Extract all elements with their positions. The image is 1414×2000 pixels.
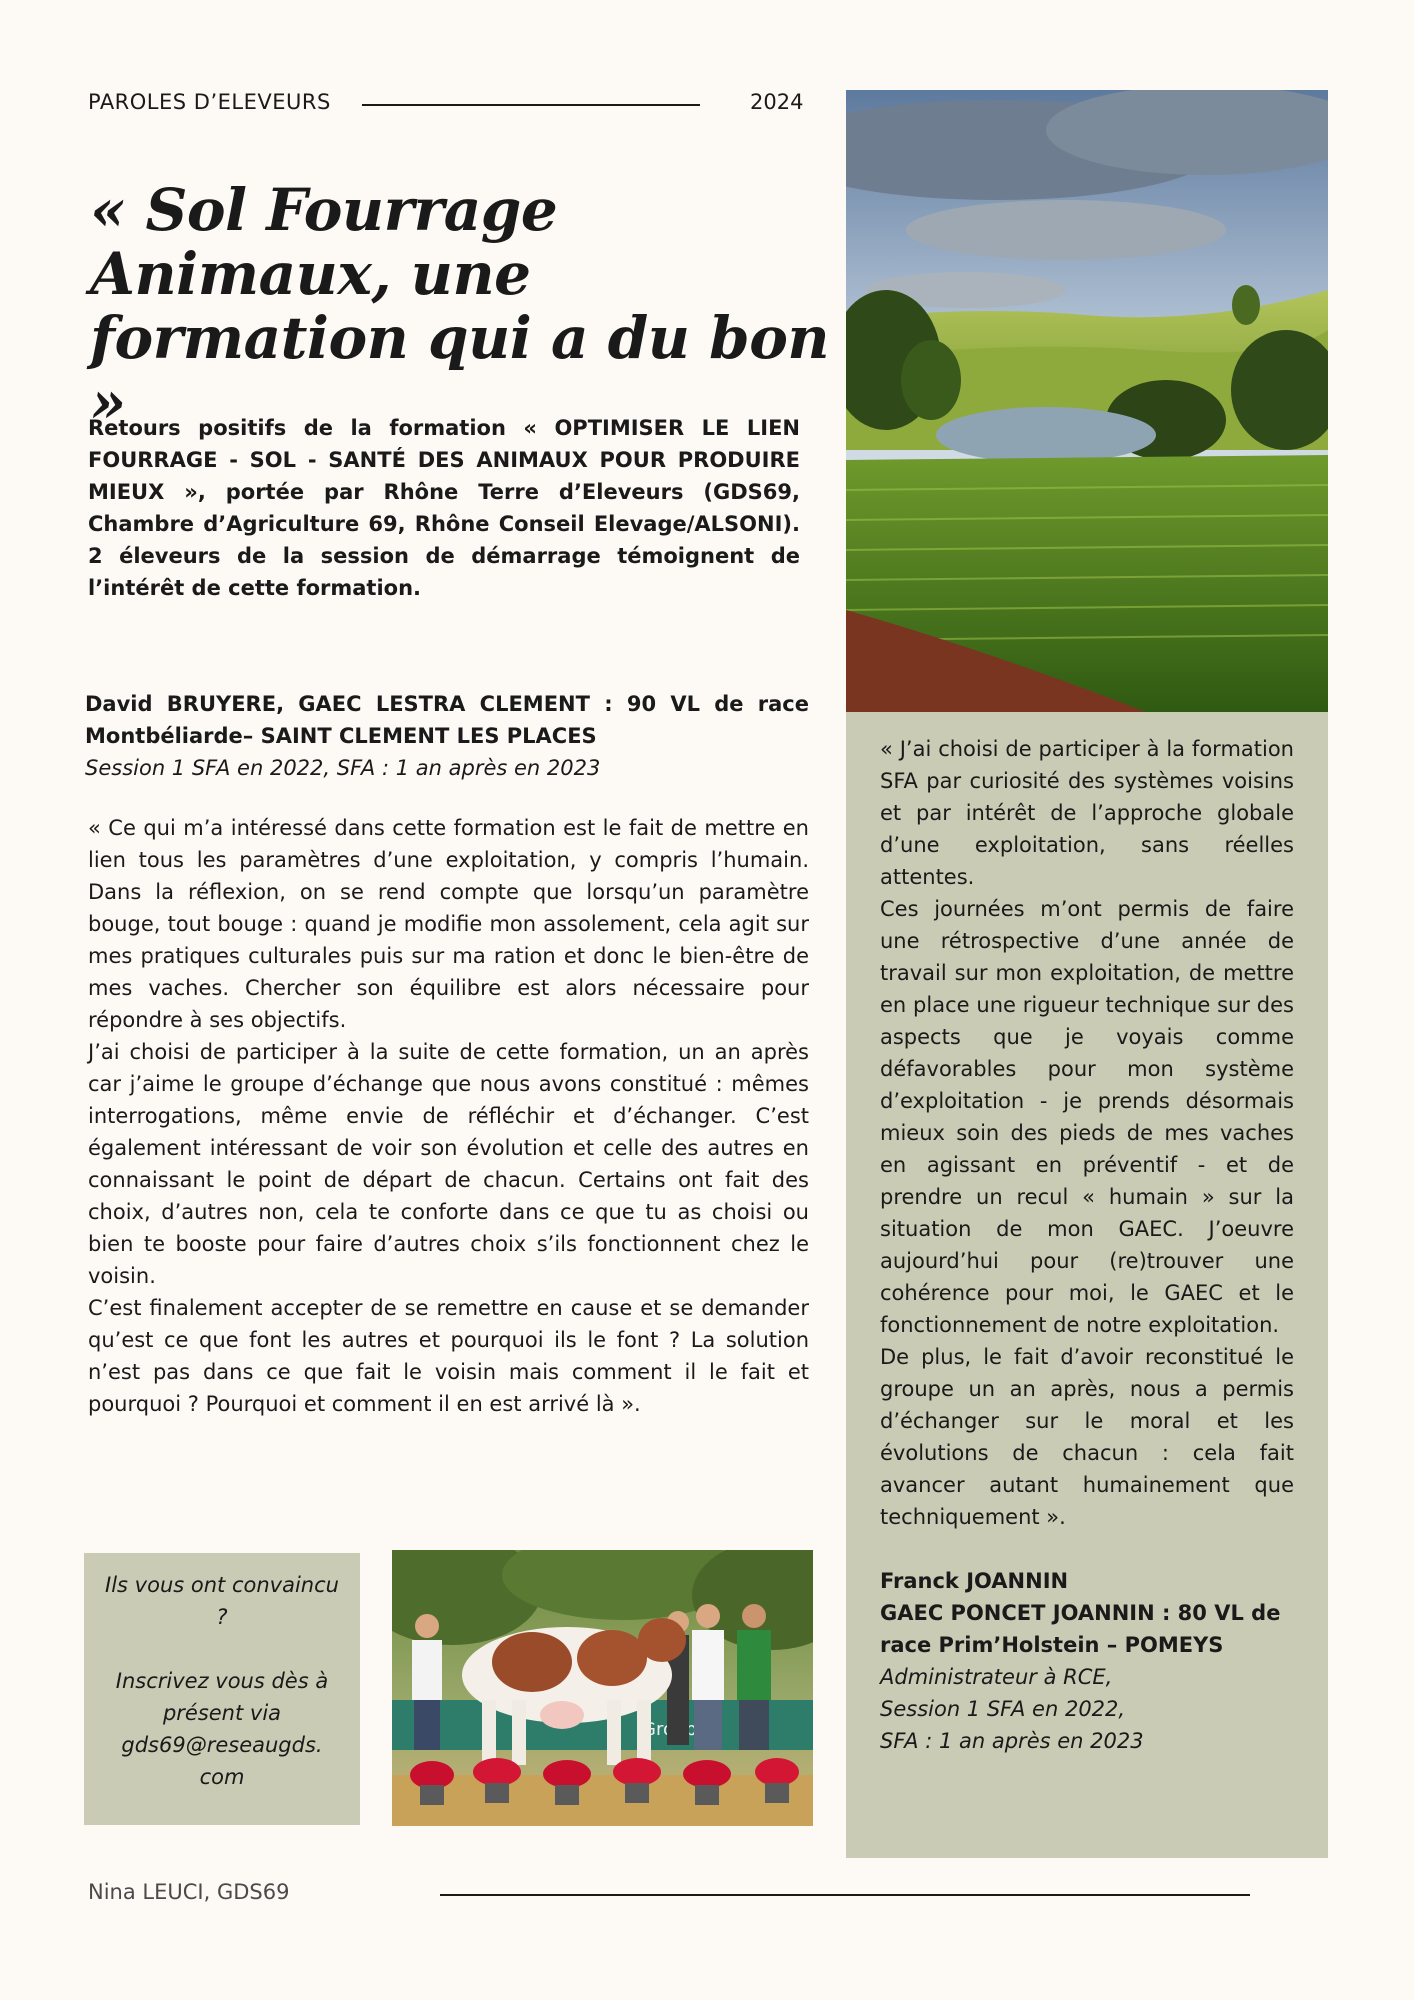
header-divider <box>362 104 700 106</box>
testimony1-paragraph: C’est finalement accepter de se remettre en cause et se demander qu’est ce que font les autres et pourquoi ils le font ? La solution n’est pas dans ce que fait le voisin mais comment il le fait et pourquoi ? Pourquoi et comment il en est arrivé là ». <box>88 1296 809 1416</box>
testimony1-name: David BRUYERE, GAEC LESTRA CLEMENT : 90 VL de race Montbéliarde– SAINT CLEMENT LES PLACES <box>85 692 809 748</box>
testimony2-paragraph: « J’ai choisi de participer à la formation SFA par curiosité des systèmes voisins et par intérêt de l’approche globale d’une exploitation, sans réelles attentes. <box>880 737 1294 889</box>
section-label: PAROLES D’ELEVEURS <box>88 90 331 114</box>
footer-divider <box>440 1894 1250 1896</box>
callout-signup: Inscrivez vous dès à présent via gds69@reseaugds. com <box>115 1669 329 1789</box>
issue-year: 2024 <box>750 90 804 114</box>
testimony2-name: Franck JOANNIN <box>880 1569 1069 1593</box>
testimony1-paragraph: « Ce qui m’a intéressé dans cette formation est le fait de mettre en lien tous les paramètres d’une exploitation, y compris l’humain. Dans la réflexion, on se rend compte que lorsqu’un paramètre bouge, tout bouge : quand je modifie mon assolement, cela agit sur mes pratiques culturales puis sur ma ration et donc le bien-être de mes vaches. Chercher son équilibre est alors nécessaire pour répondre à ses objectifs. <box>88 816 809 1032</box>
testimony2-farm: GAEC PONCET JOANNIN : 80 VL de race Prim’Holstein – POMEYS <box>880 1601 1281 1657</box>
testimony2-session: Session 1 SFA en 2022, <box>880 1697 1126 1721</box>
testimony2-panel <box>846 712 1328 1858</box>
testimony1-paragraph: J’ai choisi de participer à la suite de cette formation, un an après car j’aime le groupe d’échange que nous avons constitué : mêmes interrogations, même envie de réfléchir et d’échanger. C’est également intéressant de voir son évolution et celle des autres en connaissant le point de départ de chacun. Certains ont fait des choix, d’autres non, cela te conforte dans ce que tu as choisi ou bien te booste pour faire d’autres choix s’ils fonctionnent chez le voisin. <box>88 1040 809 1288</box>
testimony2-paragraph: Ces journées m’ont permis de faire une rétrospective d’une année de travail sur mon exploitation, de mettre en place une rigueur technique sur des aspects que je voyais comme défavorables pour mon système d’exploitation - je prends désormais mieux soin des pieds de mes vaches en agissant en préventif - et de prendre un recul « humain » sur la situation de mon GAEC. J’oeuvre aujourd’hui pour (re)trouver une cohérence pour moi, le GAEC et le fonctionnement de notre exploitation. <box>880 897 1294 1337</box>
testimony2-paragraph: De plus, le fait d’avoir reconstitué le groupe un an après, nous a permis d’échanger sur le moral et les évolutions de chacun : cela fait avancer autant humainement que techniquement ». <box>880 1345 1294 1529</box>
testimony2-signature <box>880 1565 1294 1757</box>
signup-callout <box>84 1553 360 1825</box>
cow-show-photo <box>392 1550 813 1826</box>
testimony1-quote <box>88 812 809 1420</box>
article-author: Nina LEUCI, GDS69 <box>88 1880 290 1904</box>
callout-question: Ils vous ont convaincu ? <box>105 1573 339 1629</box>
testimony1-header <box>85 688 809 784</box>
testimony2-role: Administrateur à RCE, <box>880 1665 1113 1689</box>
landscape-photo <box>846 90 1328 712</box>
article-title: « Sol Fourrage Animaux, une formation qui a du bon » <box>90 176 830 436</box>
testimony1-session: Session 1 SFA en 2022, SFA : 1 an après en 2023 <box>85 756 601 780</box>
article-lead: Retours positifs de la formation « OPTIMISER LE LIEN FOURRAGE - SOL - SANTÉ DES ANIMAUX POUR PRODUIRE MIEUX », portée par Rhône Terre d’Eleveurs (GDS69, Chambre d’Agriculture 69, Rhône Conseil Elevage/ALSONI). 2 éleveurs de la session de démarrage témoignent de l’intérêt de cette formation. <box>88 416 800 600</box>
testimony2-quote <box>880 733 1294 1533</box>
callout-spacer <box>102 1633 342 1665</box>
testimony2-followup: SFA : 1 an après en 2023 <box>880 1729 1144 1753</box>
